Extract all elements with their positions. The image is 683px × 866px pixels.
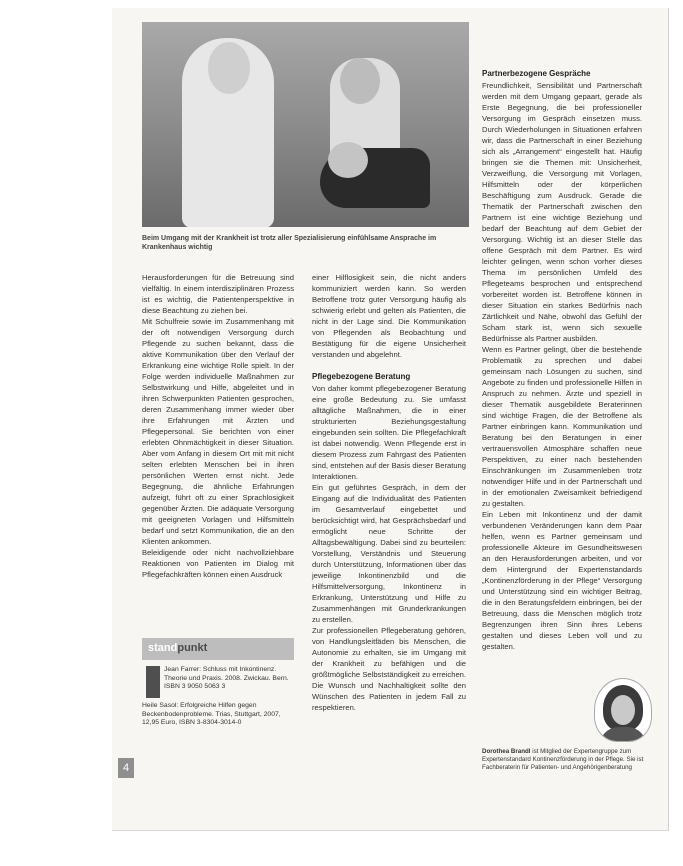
book-reference: Heile Sasol: Erfolgreiche Hilfen gegen Beckenbodenprobleme. Trias, Stuttgart, 2007, 12,95 Euro, ISBN 3-8304-3014-0 [142,702,281,726]
section-heading: Partnerbezogene Gespräche [482,69,591,78]
book-cover-icon [146,666,160,698]
author-description: ist Mitglied der Expertengruppe zum Expertenstandard Kontinenzförderung in der Pflege. Sie ist Fachberaterin für Patienten- und Angehörigenberatung [482,748,644,771]
standpunkt-logo: standpunkt [148,642,208,654]
paragraph: Ein Leben mit Inkontinenz und der damit verbundenen Veränderungen kann dem Paar helfen, wenn es Partner gemeinsam und professionelle Akteure im Gesundheitswesen an den Herausforderungen arbeiten, und vor dem Hintergrund der Expertenstandards „Kontinenzförderung in der Pflege“ Versorgung und Unterstützung sind ein wichtiger Beitrag, die in den Beratungsfeldern einbringen, bei der Betreuung, dass die Menschen möglich trotz Begrenzungen ihren Sinn ihres Lebens gestalten und dieses Leben voll und zu gestalten. [482,510,642,651]
paragraph: Wenn es Partner gelingt, über die bestehende Problematik zu sprechen und dabei gemeinsam nach Lösungen zu suchen, sind Angebote zu finden und professionelle Hilfen in Anspruch zu nehmen. Ärzte und speziell in dieser Thematik ausgebildete Beraterinnen sind wichtige Fragen, die der Betroffene als Partner einbringen kann. Kommunikation und Beratung bei den Beratungen in einer vertrauensvollen Atmosphäre schaffen neue Perspektiven, zu einer nach bestehenden Einschränkungen im Zusammenleben trotz notwendiger Hilfe und in der Partnerschaft und in der emotionalen Zweisamkeit befriedigend zu gestalten. [482,345,642,508]
paragraph: Freundlichkeit, Sensibilität und Partnerschaft werden mit dem Umgang gepaart, gerade als Erste Begegnung, die bei professioneller Versorgung im Gespräch einsetzen muss. Durch Wiederholungen in Situationen erfahren wir, dass die Partnerschaft in einer Beziehung sich als „Arrangement“ eingestellt hat. Häufig bringen sie die Themen mit: Unsicherheit, Verzweiflung, die Versorgung mit Vorlagen, Hilfsmitteln oder der körperlichen Beschäftigung zum Ausdruck. Gerade die Thematik der Partnerschaft zwischen den Partnern ist eine wichtige Beziehung und bedarf der Beachtung auf dem Gebiet der Versorgung. Wichtig ist an dieser Stelle das offene Gespräch mit dem Partner. Es wird leichter gelingen, wenn schon vorher dieses Thema im persönlichen Umfeld des Pflegeteams besprochen und entsprechend vorbereitet worden ist. Betroffene können in dieser Situation ein starkes Bedürfnis nach Zärtlichkeit und Nähe, obwohl das Gefühl der Scham stark ist, wenn sich sexuelle Bedürfnisse als Partner ausbilden. [482,81,642,343]
patient-head [328,142,368,178]
paragraph: Zur professionellen Pflegeberatung gehören, von Handlungsleitfäden bis Menschen, die Autonomie zu erhalten, sie im Umgang mit der Krankheit zu befähigen und die größtmögliche Selbstständigkeit zu erreichen. Die Wunsch und Nachhaltigkeit sollte den Wünschen des Patienten in jedem Fall zu respektieren. [312,626,466,712]
paragraph: Herausforderungen für die Betreuung sind vielfältig. In einem interdisziplinären Prozess ist es wichtig, die Patientenperspektive in diese Beachtung zu ziehen bei. [142,273,294,315]
paragraph: Beleidigende oder nicht nachvollziehbare Reaktionen von Patienten im Dialog mit Pflegefachkräften können einen Ausdruck [142,548,294,579]
author-portrait [594,678,652,742]
standpunkt-box [142,638,294,756]
paragraph: Von daher kommt pflegebezogener Beratung eine große Bedeutung zu. Sie umfasst alltägliche Maßnahmen, die in einer strukturierten Beziehungsgestaltung eingebunden sein sollten. Die Pflegefachkraft ist dabei notwendig. Wenn Pflegende erst in diesem Prozess zum Fahrgast des Patienten sind, entstehen auf der Basis dieser Beratung Interaktionen. [312,384,466,481]
author-bio [482,748,650,772]
page-number: 4 [118,758,134,778]
column-middle [312,272,466,713]
column-right [482,68,642,652]
book-reference: Jean Farrer: Schluss mit Inkontinenz. Theorie und Praxis. 2008. Zwickau. Bern. ISBN 3 9050 5063 3 [164,666,289,690]
paragraph: einer Hilflosigkeit sein, die nicht anders kommuniziert werden kann. So werden Betroffene trotz guter Versorgung häufig als schwierig erlebt und gelten als Patienten, die nicht in der Lage sind. Die Kommunikation von Pflegenden als Beobachtung und Bestätigung für die eigene Unsicherheit verstanden und abgelehnt. [312,273,466,359]
nurse-head-left [208,42,250,94]
book-entry [142,666,294,698]
photo-caption: Beim Umgang mit der Krankheit ist trotz aller Spezialisierung einfühlsame Ansprache im Krankenhaus wichtig [142,235,437,251]
section-heading: Pflegebezogene Beratung [312,372,411,381]
magazine-page [112,8,669,831]
paragraph: Mit Schulfreie sowie im Zusammenhang mit der oft notwendigen Versorgung durch Pflegende zu suchen bekannt, dass die aktive Kommunikation über den Verlauf der Erkrankung eine wichtige Rolle spielt. In der Folge werden individuelle Maßnahmen zur Selbstwirkung und Hilfe, abgeleitet und in ihren Schwerpunkten Patienten gesprochen, deren Zusammenhang immer wieder über ihre Erfahrungen mit Ärzten und Pflegepersonal. Sie berichten von einer erlebten Ohnmächtigkeit in dieser Situation. Aber vom Anfang in diesem Ort mit mit nicht selten erlebten Menschen bei in ihren persönlichen Werten ernst nicht. Jede Begegnung, die ähnliche Erfahrungen aufzeigt, führt oft zu einer Sprachlosigkeit gegenüber Ärzten. Die adäquate Versorgung mit geeigneten Vorlagen und Hilfsmitteln bedarf und setzt Kommunikation, die an den Klienten ankommen. [142,317,294,546]
box-header [142,638,294,660]
column-left [142,272,294,580]
paragraph: Ein gut geführtes Gespräch, in dem der Eingang auf die Individualität des Patienten im Gesamtverlauf eingebettet und berücksichtigt wird, hat Gesprächsbedarf und ermöglicht neue Schritte der Alltagsbewältigung. Dabei sind zu beurteilen: Vorstellung, Verständnis und Steuerung durch Unterstützung, Informationen über das jeweilige Inkontinenzbild und die Hilfsmittelversorgung, Inkontinenz in Erkrankung, Unterstützung und Hilfe zu Zusammenhängen mit Grunderkrankungen zu erstellen. [312,483,466,624]
nursing-photo [142,22,469,227]
author-name: Dorothea Brandl [482,748,531,755]
nurse-head-right [340,58,380,104]
